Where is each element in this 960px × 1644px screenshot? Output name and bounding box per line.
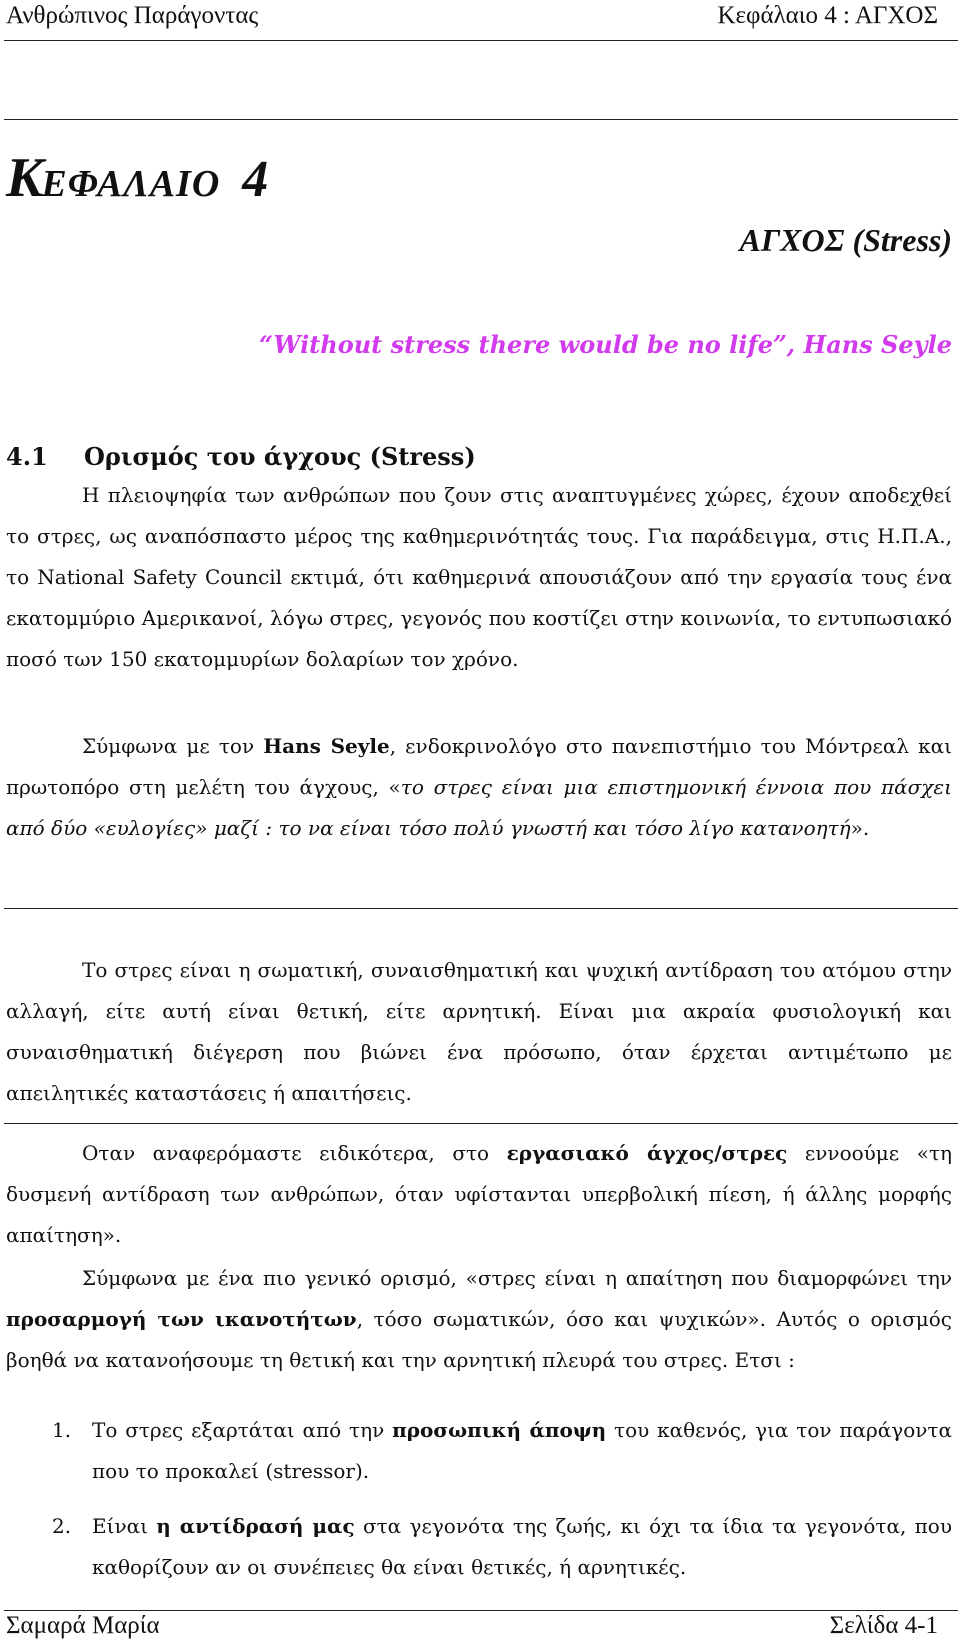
paragraph-4-term: εργασιακό άγχος/στρες	[506, 1141, 788, 1165]
paragraph-2	[6, 726, 952, 849]
list-item-marker: 1.	[52, 1418, 72, 1442]
chapter-heading	[6, 146, 269, 210]
paragraph-3	[6, 950, 952, 1114]
section-rule-1	[4, 908, 958, 909]
paragraph-4-text-a: Οταν αναφερόμαστε ειδικότερα, στο	[82, 1141, 507, 1165]
paragraph-2-text-e: ».	[850, 816, 870, 840]
footer-author: Σαμαρά Μαρία	[6, 1612, 160, 1639]
list-item-term: η αντίδρασή μας	[156, 1514, 355, 1538]
list-item-text-a: Είναι	[92, 1514, 157, 1538]
paragraph-2-quote: το στρες είναι μια επιστημονική έννοια που πάσχει από δύο «ευλογίες» μαζί : το να είναι τόσο πολύ γνωστή και τόσο λίγο κατανοητή	[6, 775, 952, 840]
epigraph-quote: “Without stress there would be no life”, Hans Seyle	[259, 330, 952, 359]
paragraph-5-text-c: , τόσο σωματικών, όσο και ψυχικών». Αυτός ο ορισμός βοηθά να κατανοήσουμε τη θετική και την αρνητική πλευρά του στρες. Ετσι :	[6, 1307, 952, 1372]
list-item-marker: 2.	[52, 1514, 72, 1538]
list-item-term: προσωπική άποψη	[392, 1418, 607, 1442]
chapter-number: 4	[242, 151, 270, 208]
list-item-text-c: στα γεγονότα της ζωής, κι όχι τα ίδια τα γεγονότα, που καθορίζουν αν οι συνέπειες θα είναι θετικές, ή αρνητικές.	[92, 1514, 952, 1579]
footer-rule	[4, 1610, 958, 1611]
header-rule	[4, 40, 958, 41]
chapter-rule	[4, 119, 958, 120]
list-item-text-c: του καθενός, για τον παράγοντα που το προκαλεί (stressor).	[92, 1418, 952, 1483]
paragraph-1-text: Η πλειοψηφία των ανθρώπων που ζουν στις αναπτυγμένες χώρες, έχουν αποδεχθεί το στρες, ως αναπόσπαστο μέρος της καθημερινότητάς τους. Για παράδειγμα, στις Η.Π.Α., το National Safety Council εκτιμά, ότι καθημερινά απουσιάζουν από την εργασία τους ένα εκατομμύριο Αμερικανοί, λόγω στρες, γεγονός που κοστίζει στην κοινωνία, το εντυπωσιακό ποσό των 150 εκατομμυρίων δολαρίων τον χρόνο.	[6, 483, 952, 671]
paragraph-2-text-c: , ενδοκρινολόγο στο πανεπιστήμιο του Μόντρεαλ και πρωτοπόρο στη μελέτη του άγχους, «	[6, 734, 952, 799]
chapter-title: ΑΓΧΟΣ (Stress)	[739, 222, 952, 258]
chapter-initial: Κ	[6, 147, 42, 209]
paragraph-5	[6, 1258, 952, 1381]
numbered-list	[6, 1410, 952, 1588]
paragraph-5-text-a: Σύμφωνα με ένα πιο γενικό ορισμό, «στρες είναι η απαίτηση που διαμορφώνει την	[82, 1266, 952, 1290]
section-rule-2	[4, 1123, 958, 1124]
paragraph-2-text-a: Σύμφωνα με τον	[82, 734, 264, 758]
paragraph-4-text-c: εννοούμε «τη δυσμενή αντίδραση των ανθρώπων, όταν υφίστανται υπερβολική πίεση, ή άλλης μορφής απαίτηση».	[6, 1141, 952, 1247]
paragraph-1	[6, 475, 952, 680]
header-book-title: Ανθρώπινος Παράγοντας	[6, 2, 259, 29]
footer-page-number: Σελίδα 4-1	[829, 1612, 938, 1639]
page-header	[0, 0, 960, 40]
paragraph-5-term: προσαρμογή των ικανοτήτων	[6, 1307, 357, 1331]
section-heading	[6, 442, 476, 471]
chapter-word: ΕΦΑΛΑΙΟ	[41, 163, 221, 205]
list-item	[6, 1506, 952, 1588]
paragraph-2-name: Hans Seyle	[263, 734, 390, 758]
paragraph-4	[6, 1133, 952, 1256]
paragraph-3-text: Το στρες είναι η σωματική, συναισθηματική και ψυχική αντίδραση του ατόμου στην αλλαγή, είτε αυτή είναι θετική, είτε αρνητική. Είναι μια ακραία φυσιολογική και συναισθηματική διέγερση που βιώνει ένα πρόσωπο, όταν έρχεται αντιμέτωπο με απειλητικές καταστάσεις ή απαιτήσεις.	[6, 958, 952, 1105]
section-number: 4.1	[6, 442, 48, 471]
list-item-text-a: Το στρες εξαρτάται από την	[92, 1418, 393, 1442]
header-chapter-title: Κεφάλαιο 4 : ΑΓΧΟΣ	[717, 2, 938, 29]
list-item	[6, 1410, 952, 1492]
section-title: Ορισμός του άγχους (Stress)	[84, 442, 476, 471]
